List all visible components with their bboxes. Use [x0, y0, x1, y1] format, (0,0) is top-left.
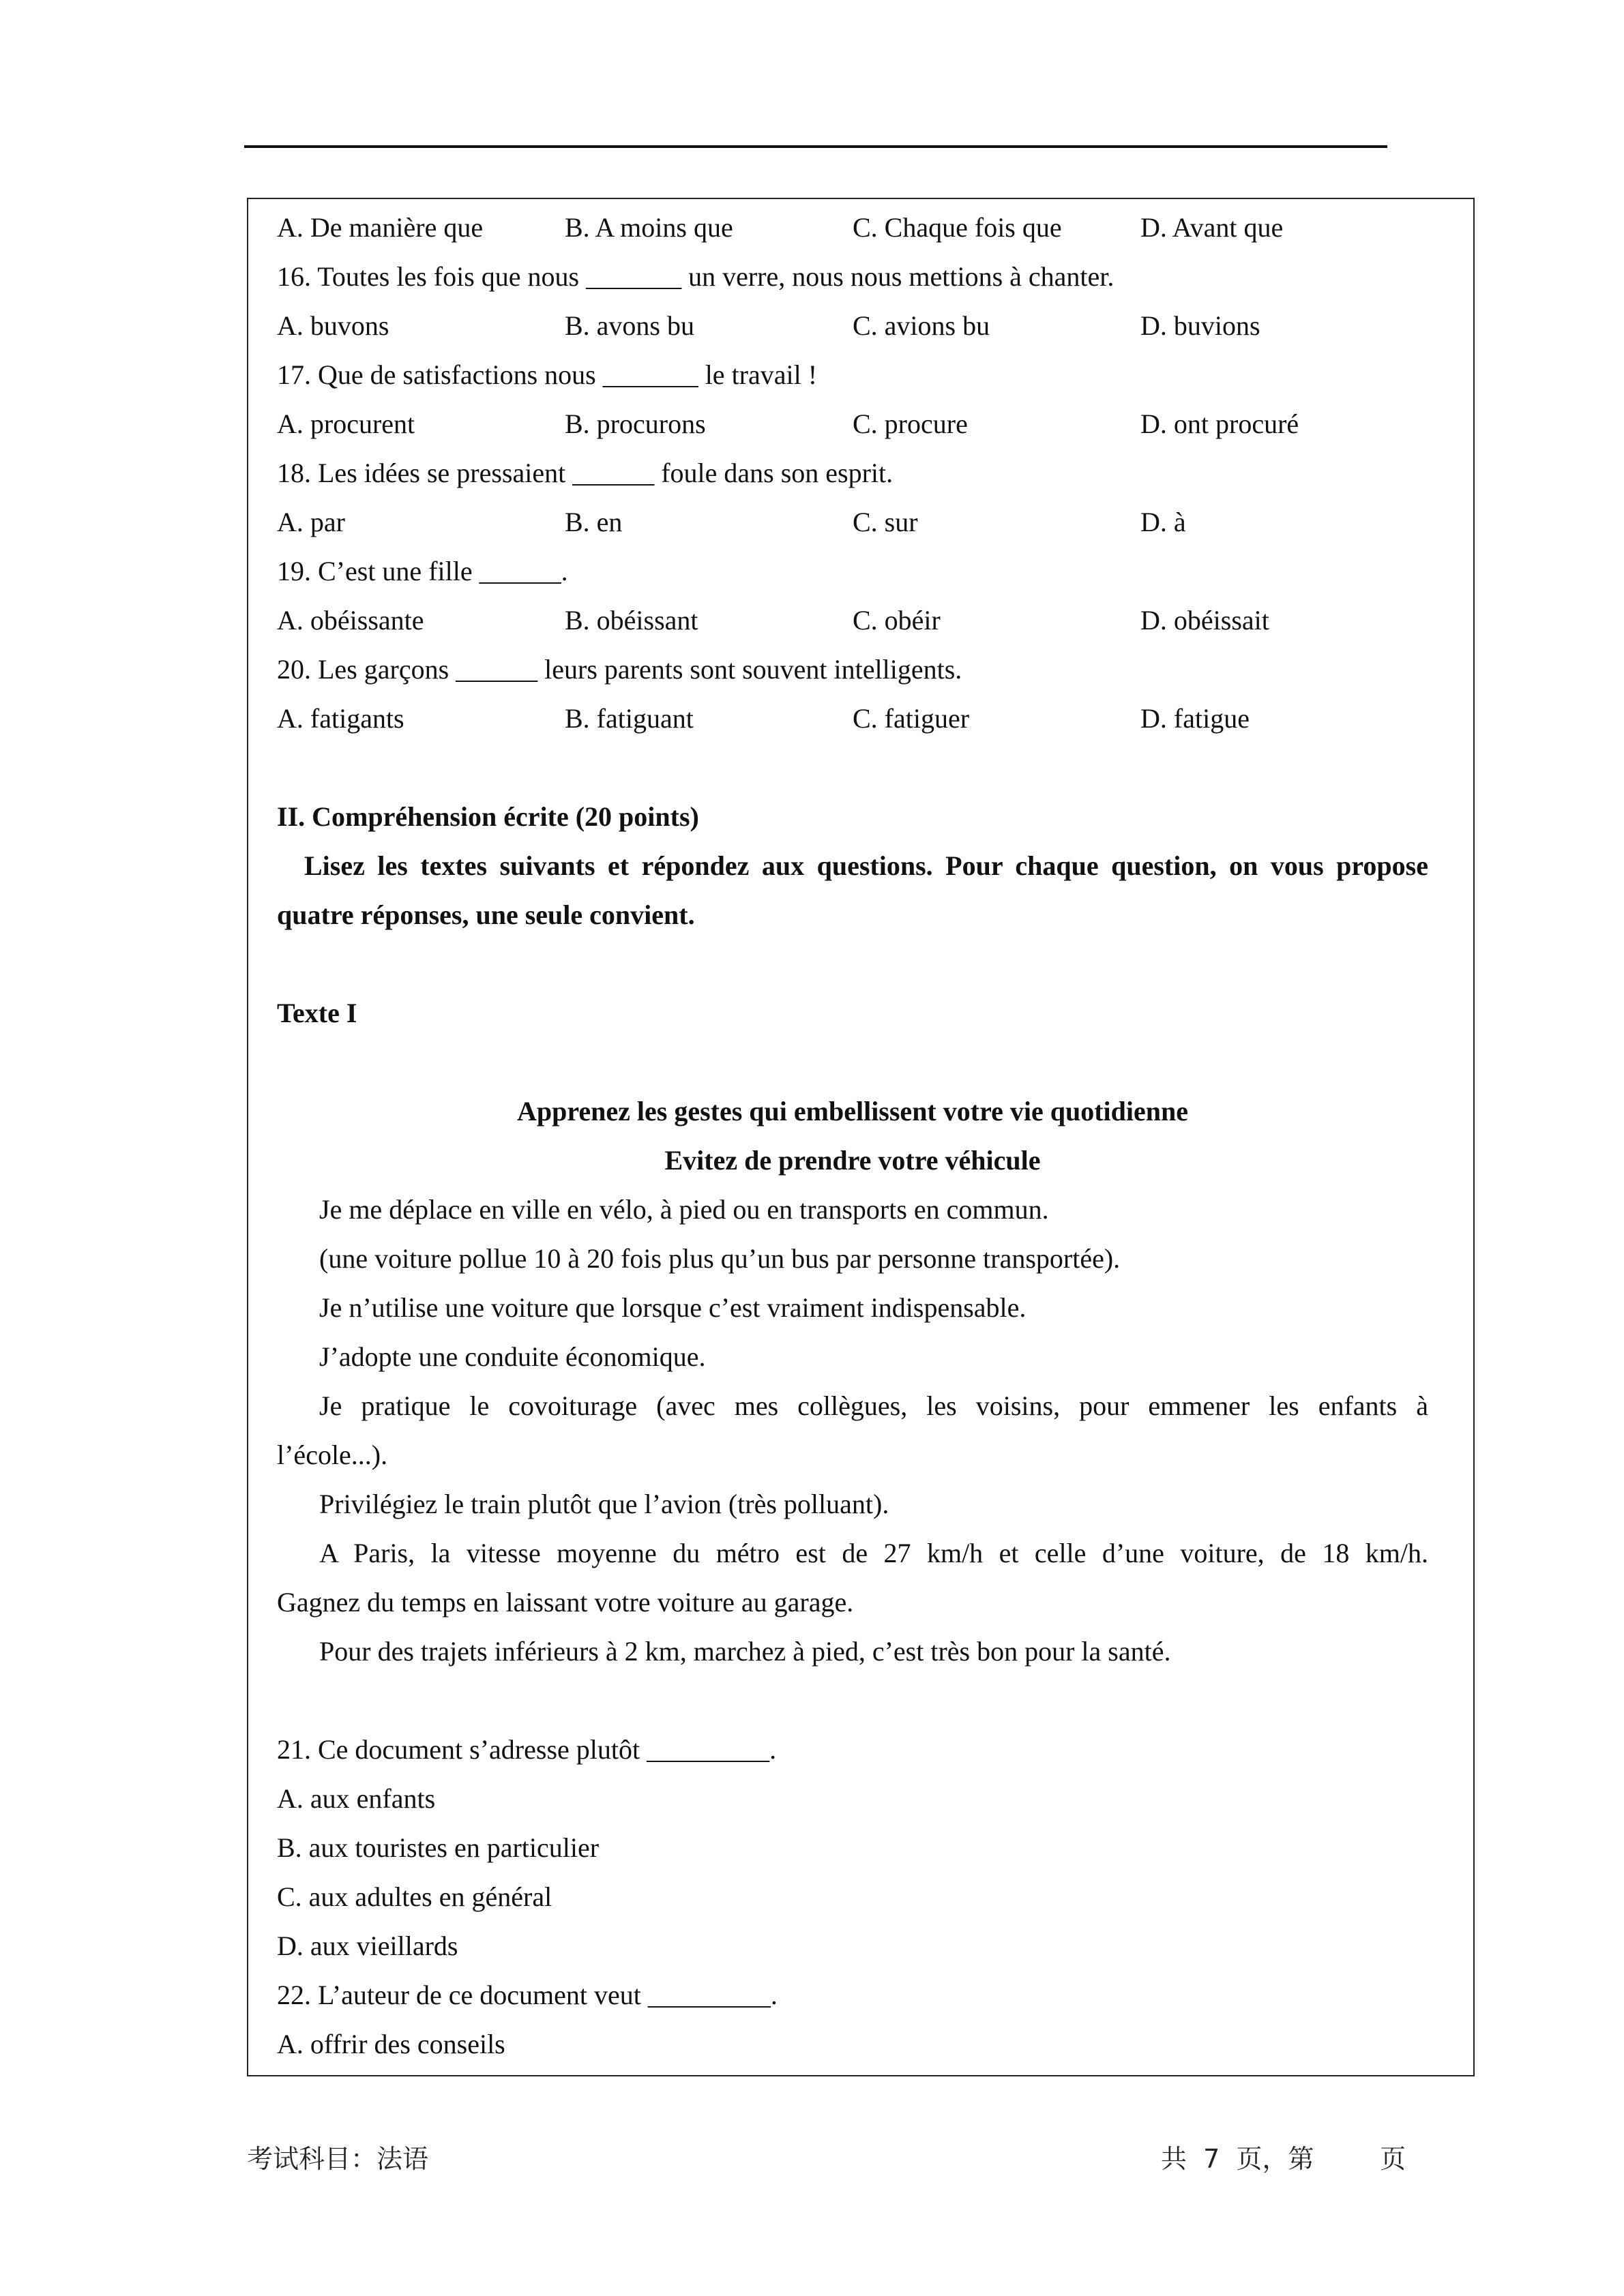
q19-options — [277, 596, 1428, 645]
question-20: 20. Les garçons ______ leurs parents sont souvent intelligents. — [277, 654, 962, 685]
article-paragraph-cont: Gagnez du temps en laissant votre voiture au garage. — [277, 1587, 854, 1617]
q22-option-a: A. offrir des conseils — [277, 2029, 505, 2059]
q21-option-c: C. aux adultes en général — [277, 1881, 552, 1912]
q18-options — [277, 498, 1428, 547]
article-paragraph: Privilégiez le train plutôt que l’avion (très polluant). — [319, 1489, 889, 1519]
option-a: A. fatigants — [277, 703, 404, 734]
option-c: C. Chaque fois que — [853, 212, 1062, 243]
q17-options — [277, 400, 1428, 449]
option-b: B. avons bu — [565, 310, 694, 341]
q20-options — [277, 694, 1428, 743]
option-a: A. buvons — [277, 310, 389, 341]
question-19: 19. C’est une fille ______. — [277, 556, 568, 586]
option-a: A. obéissante — [277, 605, 424, 636]
option-d: D. à — [1140, 507, 1186, 537]
article-paragraph: A Paris, la vitesse moyenne du métro est de 27 km/h et celle d’une voiture, de 18 km/h. — [319, 1538, 1428, 1568]
article-paragraph: J’adopte une conduite économique. — [319, 1341, 706, 1372]
q21-option-a: A. aux enfants — [277, 1783, 436, 1814]
article-title: Apprenez les gestes qui embellissent votre vie quotidienne — [516, 1096, 1189, 1127]
option-c: C. obéir — [853, 605, 941, 636]
section-instructions-line1: Lisez les textes suivants et répondez aux questions. Pour chaque question, on vous propose — [304, 850, 1428, 881]
section-heading: II. Compréhension écrite (20 points) — [277, 801, 699, 832]
question-21: 21. Ce document s’adresse plutôt _________. — [277, 1734, 777, 1765]
q16-options — [277, 301, 1428, 351]
option-b: B. obéissant — [565, 605, 698, 636]
option-d: D. Avant que — [1140, 212, 1284, 243]
option-c: C. sur — [853, 507, 918, 537]
option-a: A. De manière que — [277, 212, 484, 243]
text-label: Texte I — [277, 998, 357, 1028]
section-instructions-line2: quatre réponses, une seule convient. — [277, 899, 695, 930]
article-paragraph: Je me déplace en ville en vélo, à pied ou en transports en commun. — [319, 1194, 1049, 1225]
article-paragraph-cont: l’école...). — [277, 1440, 388, 1470]
header-rule — [244, 145, 1387, 148]
option-b: B. en — [565, 507, 623, 537]
option-b: B. procurons — [565, 408, 706, 439]
question-22: 22. L’auteur de ce document veut _________. — [277, 1980, 778, 2010]
question-16: 16. Toutes les fois que nous _______ un verre, nous nous mettions à chanter. — [277, 261, 1114, 292]
q21-option-b: B. aux touristes en particulier — [277, 1832, 600, 1863]
option-c: C. procure — [853, 408, 968, 439]
option-d: D. buvions — [1140, 310, 1260, 341]
question-17: 17. Que de satisfactions nous _______ le travail ! — [277, 359, 818, 390]
option-d: D. fatigue — [1140, 703, 1250, 734]
option-c: C. avions bu — [853, 310, 990, 341]
option-c: C. fatiguer — [853, 703, 970, 734]
option-b: B. fatiguant — [565, 703, 694, 734]
option-a: A. par — [277, 507, 345, 537]
q15-options — [277, 203, 1428, 252]
option-d: D. ont procuré — [1140, 408, 1299, 439]
option-b: B. A moins que — [565, 212, 733, 243]
article-subtitle: Evitez de prendre votre véhicule — [664, 1145, 1041, 1176]
footer-subject: 考试科目：法语 — [247, 2144, 429, 2174]
option-a: A. procurent — [277, 408, 415, 439]
article-paragraph: Je pratique le covoiturage (avec mes collègues, les voisins, pour emmener les enfants à — [319, 1390, 1428, 1421]
footer-page-count: 共 7 页，第 页 — [1161, 2144, 1406, 2174]
exam-content — [277, 203, 1428, 2069]
article-paragraph: (une voiture pollue 10 à 20 fois plus qu’un bus par personne transportée). — [319, 1243, 1121, 1274]
question-18: 18. Les idées se pressaient ______ foule dans son esprit. — [277, 458, 894, 488]
q21-option-d: D. aux vieillards — [277, 1930, 458, 1961]
option-d: D. obéissait — [1140, 605, 1269, 636]
article-paragraph: Pour des trajets inférieurs à 2 km, marchez à pied, c’est très bon pour la santé. — [319, 1636, 1171, 1667]
article-paragraph: Je n’utilise une voiture que lorsque c’est vraiment indispensable. — [319, 1292, 1027, 1323]
